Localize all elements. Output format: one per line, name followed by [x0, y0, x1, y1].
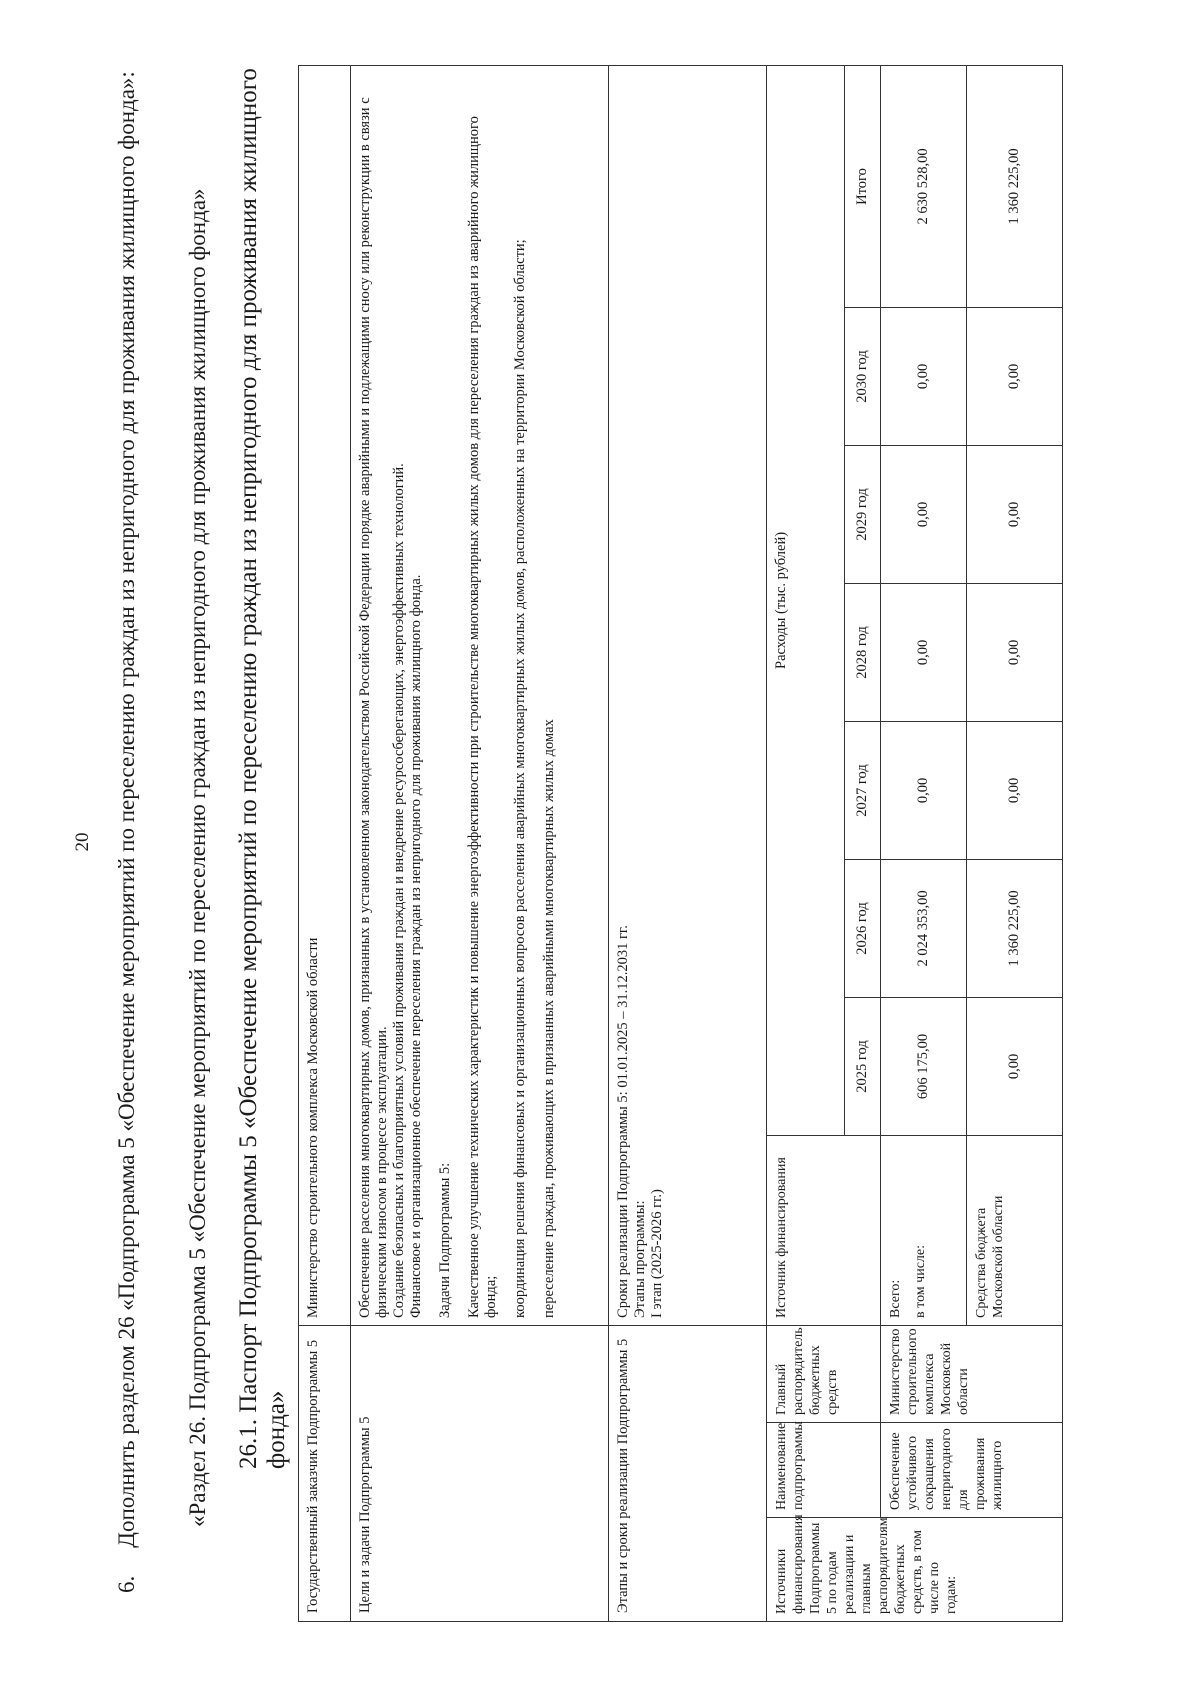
source-total [881, 1135, 967, 1325]
goals-row [351, 65, 609, 1621]
value-cell: 606 175,00 [881, 997, 967, 1135]
tasks-heading: Задачи Подпрограммы 5: [437, 1162, 453, 1318]
value-cell: 1 360 225,00 [967, 859, 1063, 997]
stages-line: I этап (2025-2026 гг.) [649, 1189, 665, 1318]
passport-table [298, 65, 1063, 1622]
year-header: 2027 год [845, 721, 881, 859]
stages-content [609, 65, 767, 1325]
value-cell: 0,00 [881, 583, 967, 721]
stages-line: Этапы программы: [632, 1200, 648, 1318]
year-header: 2029 год [845, 445, 881, 583]
total-cell: 1 360 225,00 [967, 65, 1063, 307]
total-header: Итого [845, 65, 881, 307]
column-budget-administrator: Главный распорядитель бюджетных средств [767, 1325, 881, 1422]
customer-row [299, 65, 351, 1621]
program-name: Обеспечение устойчивого сокращения непригодного для проживания жилищного [881, 1423, 1063, 1518]
goals-content [351, 65, 609, 1325]
value-cell: 0,00 [967, 307, 1063, 445]
goal-text: Финансовое и организационное обеспечение переселения граждан из непригодного для проживания жилищного фонда. [408, 574, 424, 1318]
year-header: 2028 год [845, 583, 881, 721]
task-text: переселение граждан, проживающих в признанных аварийными многоквартирных жилых домах [541, 719, 557, 1318]
year-header: 2025 год [845, 997, 881, 1135]
source-line: Всего: [888, 1279, 903, 1318]
customer-value: Министерство строительного комплекса Московской области [299, 65, 351, 1325]
year-header: 2030 год [845, 307, 881, 445]
goals-label: Цели и задачи Подпрограммы 5 [351, 1325, 609, 1621]
value-cell: 0,00 [967, 583, 1063, 721]
task-text: Качественное улучшение технических характеристик и повышение энергоэффективности при строительстве многоквартирных жилых домов для переселения граждан из аварийного жилищного фонда; [466, 116, 499, 1318]
year-header: 2026 год [845, 859, 881, 997]
value-cell: 0,00 [967, 721, 1063, 859]
intro-paragraph [108, 67, 146, 1617]
budget-administrator: Министерство строительного комплекса Московской области [881, 1325, 1063, 1422]
intro-number: 6. [114, 1575, 139, 1593]
column-financing-source: Источник финансирования [767, 1135, 881, 1325]
intro-text: Дополнить разделом 26 «Подпрограмма 5 «Обеспечение мероприятий по переселению граждан из непригодного для проживания жилищного фонда»: [114, 71, 139, 1548]
value-cell: 0,00 [881, 721, 967, 859]
value-cell: 0,00 [967, 997, 1063, 1135]
column-program-name: Наименование подпрограммы [767, 1423, 881, 1518]
source-line: в том числе: [913, 1244, 928, 1318]
stages-line: Сроки реализации Подпрограммы 5: 01.01.2025 – 31.12.2031 гг. [615, 925, 631, 1318]
value-cell: 0,00 [881, 307, 967, 445]
total-cell: 2 630 528,00 [881, 65, 967, 307]
financing-label: Источники финансирования Подпрограммы 5 по годам реализации и главным распорядителям бюджетных средств, в том числе по годам: [767, 1518, 1063, 1622]
value-cell: 0,00 [967, 445, 1063, 583]
subsection-title: 26.1. Паспорт Подпрограммы 5 «Обеспечение мероприятий по переселению граждан из непригодного для проживания жилищного фонда» [235, 68, 290, 1469]
financing-header-row [767, 65, 845, 1621]
customer-label: Государственный заказчик Подпрограммы 5 [299, 1325, 351, 1621]
goal-text: Создание безопасных и благоприятных условий проживания граждан и внедрение ресурсосберегающих, энергоэффективных технологий. [391, 463, 407, 1318]
goal-text: Обеспечение расселения многоквартирных домов, признанных в установленном законодательством Российской Федерации порядке аварийными и подлежащими сносу или реконструкции в связи с физическим износом в процессе эксплуатации. [357, 97, 390, 1318]
stages-label: Этапы и сроки реализации Подпрограммы 5 [609, 1325, 767, 1621]
task-text: координация решения финансовых и организационных вопросов расселения аварийных многоквартирных жилых домов, расположенных на территории Московской области; [512, 239, 528, 1318]
value-cell: 2 024 353,00 [881, 859, 967, 997]
stages-row [609, 65, 767, 1621]
section-title: «Раздел 26. Подпрограмма 5 «Обеспечение мероприятий по переселению граждан из непригодного для проживания жилищного фонда» [185, 188, 210, 1527]
value-cell: 0,00 [881, 445, 967, 583]
financing-total-row [881, 65, 967, 1621]
column-expenses: Расходы (тыс. рублей) [767, 65, 845, 1135]
page-number: 20 [72, 832, 93, 852]
source-regional: Средства бюджета Московской области [967, 1135, 1063, 1325]
